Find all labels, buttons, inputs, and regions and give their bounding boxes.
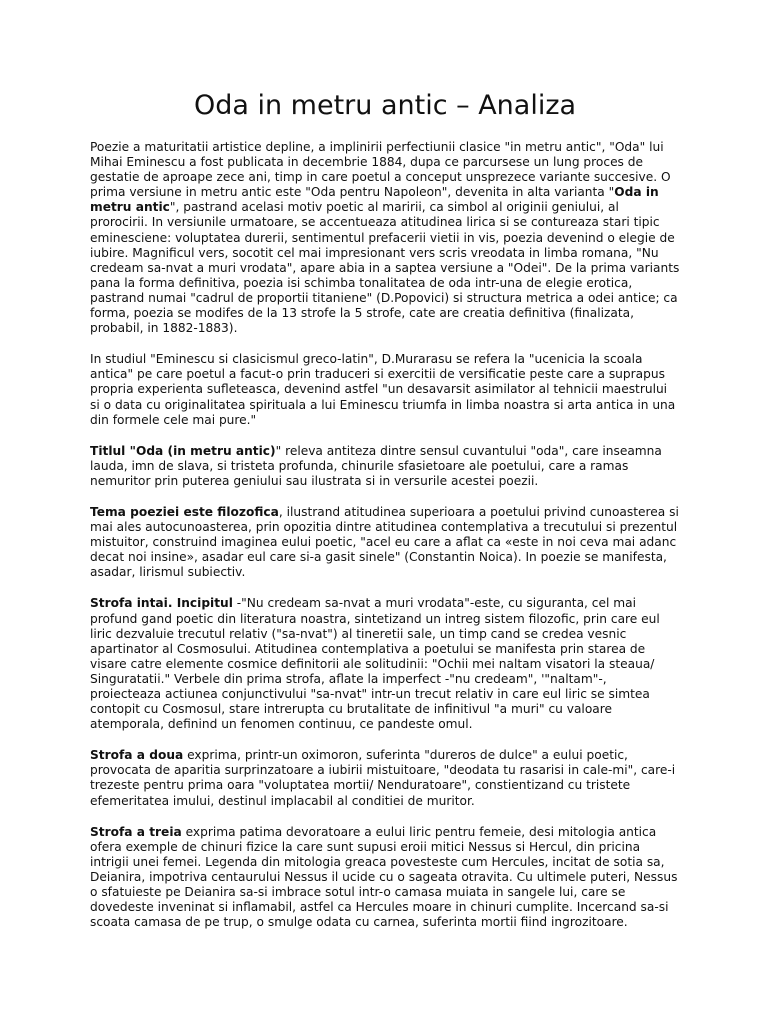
strofa-a-treia-label: Strofa a treia bbox=[90, 824, 182, 839]
paragraph-titlul bbox=[90, 444, 680, 489]
murarasu-text: In studiul "Eminescu si clasicismul greco-latin", D.Murarasu se refera la "ucenicia la scoala antica" pe care poetul a facut-o prin traduceri si exercitii de versificatie peste care a suprapus propria experienta sufleteasca, devenind astfel "un desavarsit asimilator al tehnicii maestrului si o data cu originalitatea spirituala a lui Eminescu triumfa in limba noastra si arta antica in una din formele cele mai pure." bbox=[90, 352, 676, 427]
strofa-a-treia-text: exprima patima devoratoare a eului liric pentru femeie, desi mitologia antica ofera exemple de chinuri fizice la care sunt supusi eroii mitici Nessus si Hercul, din pricina intrigii unei femei. Legenda din mitologia greaca povesteste cum Hercules, incitat de sotia sa, Deianira, impotriva centaurului Nessus il ucide cu o sageata otravita. Cu ultimele puteri, Nessus o sfatuieste pe Deianira sa-si imbrace sotul intr-o camasa muiata in sangele lui, care se dovedeste inveninat si inflamabil, astfel ca Hercules moare in chinuri cumplite. Incercand sa-si scoata camasa de pe trup, o smulge odata cu carnea, suferinta mortii fiind ingrozitoare. bbox=[90, 824, 678, 930]
paragraph-strofa-intai bbox=[90, 596, 680, 732]
paragraph-murarasu bbox=[90, 352, 680, 427]
document-title: Oda in metru antic – Analiza bbox=[193, 90, 577, 121]
paragraph-strofa-a-treia bbox=[90, 825, 680, 931]
strofa-a-doua-label: Strofa a doua bbox=[90, 748, 184, 763]
titlul-text: " releva antiteza dintre sensul cuvantului "oda", care inseamna lauda, imn de slava, si tristeta profunda, chinurile sfasietoare ale poetului, care a ramas nemuritor prin puterea geniului sau ilustrata si in versurile acestei poezii. bbox=[90, 443, 662, 488]
intro-bold-title: Oda in metru antic bbox=[90, 185, 659, 215]
intro-text-2: ", pastrand acelasi motiv poetic al maririi, ca simbol al originii geniului, al prorocirii. In versiunile urmatoare, se accentueaza atitudinea lirica si se contureaza stari tipic eminesciene: voluptatea durerii, sentimentul prefacerii vietii in vis, poezia devenind o elegie de iubire. Magnificul vers, socotit cel mai impresionant vers scris vreodata in limba romana, "Nu credeam sa-nvat a muri vrodata", apare abia in a saptea versiune a "Odei". De la prima variants pana la forma definitiva, poezia isi schimba tonalitatea de oda intr-una de elegie erotica, pastrand numai "cadrul de proportii titaniene" (D.Popovici) si structura metrica a odei antice; ca forma, poezia se modifes de la 13 strofe la 5 strofe, cate are creatia definitiva (finalizata, probabil, in 1882-1883). bbox=[90, 200, 680, 336]
paragraph-tema bbox=[90, 505, 680, 580]
strofa-a-doua-text: exprima, printr-un oximoron, suferinta "dureros de dulce" a eului poetic, provocata de aparitia surprinzatoare a iubirii mistuitoare, "deodata tu rasarisi in cale-mi", care-i trezeste pentru prima oara "voluptatea mortii/ Nenduratoare", constientizand cu tristete efemeritatea imului, destinul implacabil al conditiei de muritor. bbox=[90, 748, 676, 808]
tema-label: Tema poeziei este filozofica bbox=[90, 504, 279, 519]
titlul-label: Titlul " bbox=[90, 443, 136, 458]
strofa-intai-text: -"Nu credeam sa-nvat a muri vrodata"-este, cu siguranta, cel mai profund gand poetic din literatura noastra, sintetizand un intreg sistem filozofic, prin care eul liric dezvaluie trecutul relativ ("sa-nvat") al tineretii sale, un timp cand se credea vesnic apartinator al Cosmosului. Atitudinea contemplativa a poetului se manifesta prin starea de visare catre elemente cosmice definitorii ale solitudinii: "Ochii mei naltam visatori la steaua/ Singuratatii." Verbele din prima strofa, aflate la imperfect -"nu credeam", '"naltam"-, proiecteaza actiunea conjunctivului "sa-nvat" intr-un trecut relativ in care eul liric se simtea contopit cu Cosmosul, stare intrerupta cu brutalitate de infinitivul "a muri" cu valoare atemporala, definind un fenomen continuu, ce pandeste omul. bbox=[90, 596, 660, 732]
intro-text-1: Poezie a maturitatii artistice depline, a implinirii perfectiunii clasice "in metru antic", "Oda" lui Mihai Eminescu a fost publicata in decembrie 1884, dupa ce parcursese un lung proces de gestatie de aproape zece ani, timp in care poetul a conceput unsprezece variante succesive. O prima versiune in metru antic este "Oda pentru Napoleon", devenita in alta varianta " bbox=[90, 140, 671, 200]
tema-text: , ilustrand atitudinea superioara a poetului privind cunoasterea si mai ales autocunoasterea, prin opozitia dintre atitudinea contemplativa a trecutului si prezentul mistuitor, construind imaginea eului poetic, "acel eu care a aflat ca «este in noi ceva mai adanc decat noi insine», asadar eul care si-a gasit sinele" (Constantin Noica). In poezie se manifesta, asadar, lirismul subiectiv. bbox=[90, 504, 679, 580]
strofa-intai-label: Strofa intai. Incipitul bbox=[90, 596, 233, 611]
paragraph-strofa-a-doua bbox=[90, 748, 680, 808]
titlul-bold-name: Oda (in metru antic) bbox=[135, 443, 276, 458]
paragraph-intro bbox=[90, 140, 680, 336]
